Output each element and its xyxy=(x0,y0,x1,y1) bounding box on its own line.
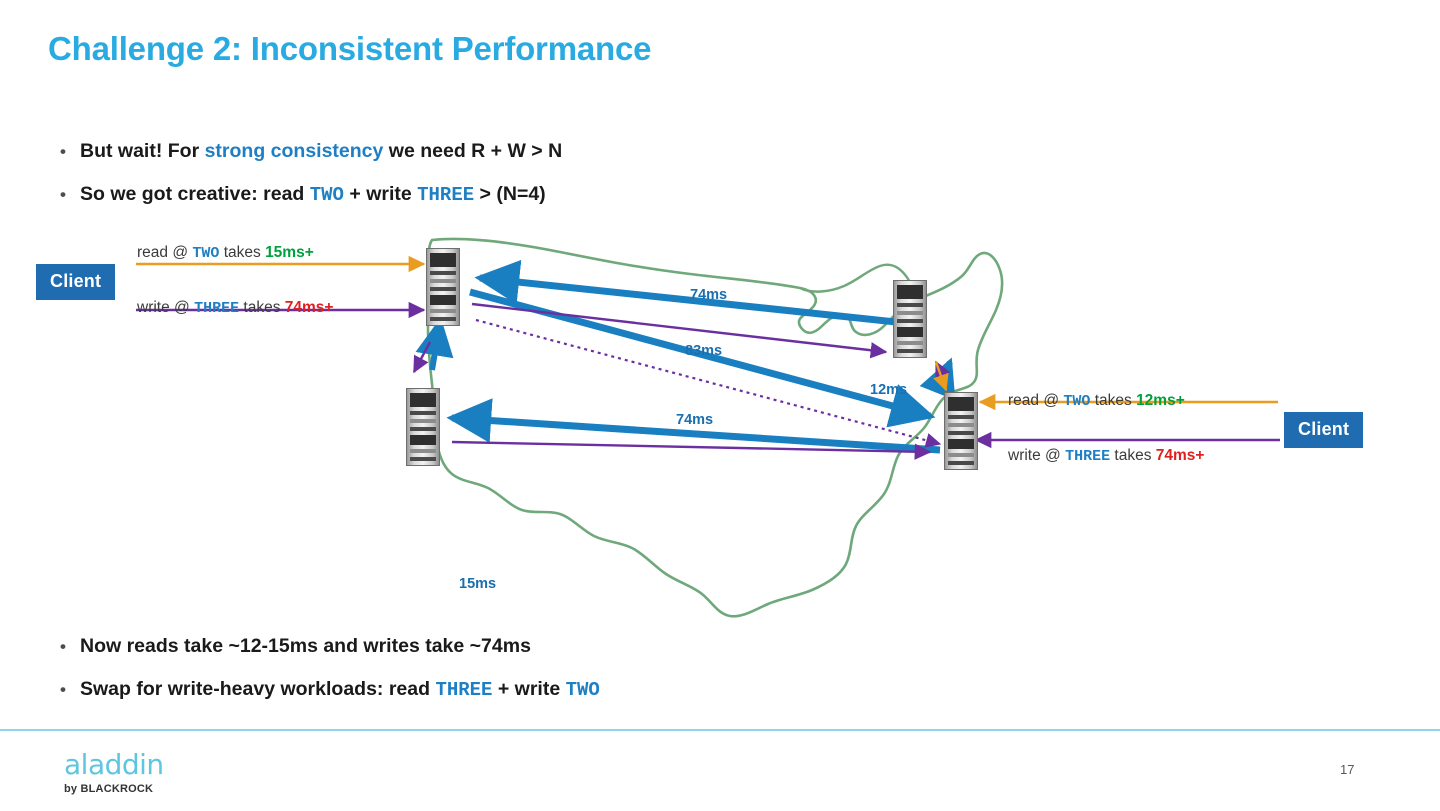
aladdin-logo xyxy=(64,748,164,795)
annotation-prefix: read @ xyxy=(137,244,193,261)
latency-label-nw-ne: 74ms xyxy=(690,287,728,303)
bullet-top-2 xyxy=(48,183,546,206)
latency-value: 12ms+ xyxy=(1136,392,1185,409)
annotation-middle: takes xyxy=(1110,447,1156,464)
bullet-text xyxy=(80,678,600,701)
bullet-marker: • xyxy=(60,637,66,656)
us-map-and-arrows xyxy=(0,222,1440,622)
network-latency-diagram xyxy=(0,222,1440,622)
server-rack-southeast xyxy=(944,392,978,470)
bullet-marker: • xyxy=(60,185,66,204)
annotation-middle: takes xyxy=(1090,392,1137,409)
consistency-level-two: TWO xyxy=(565,679,600,701)
client-box-right[interactable]: Client xyxy=(1284,412,1363,448)
bullet-bottom-1 xyxy=(48,635,531,658)
bullet-part-keyword: strong consistency xyxy=(204,140,384,162)
bullet-text: Now reads take ~12-15ms and writes take ~74ms xyxy=(80,635,531,657)
server-rack-northwest xyxy=(426,248,460,326)
logo-byline: by BLACKROCK xyxy=(64,783,154,795)
server-rack-northeast xyxy=(893,280,927,358)
latency-label-nw-sw: 15ms xyxy=(459,576,497,592)
bullet-bottom-2 xyxy=(48,678,600,701)
annotation-left-write xyxy=(137,299,333,317)
consistency-level: TWO xyxy=(1063,393,1091,410)
client-box-left[interactable]: Client xyxy=(36,264,115,300)
consistency-level: THREE xyxy=(194,300,240,317)
annotation-right-read xyxy=(1008,392,1185,410)
bullet-text xyxy=(80,140,562,163)
consistency-level: TWO xyxy=(192,245,220,262)
latency-label-sw-se: 74ms xyxy=(676,412,714,428)
bullet-part: we need R + W > N xyxy=(383,140,563,162)
annotation-prefix: write @ xyxy=(1008,447,1066,464)
bullet-part: But wait! For xyxy=(80,140,205,162)
bullet-part: + write xyxy=(492,678,566,700)
consistency-level-two: TWO xyxy=(309,184,344,206)
consistency-level-three: THREE xyxy=(417,184,475,206)
server-rack-southwest xyxy=(406,388,440,466)
bullet-part: + write xyxy=(343,183,418,205)
consistency-level-three: THREE xyxy=(435,679,493,701)
bullet-text xyxy=(80,183,546,206)
footer-divider xyxy=(0,729,1440,731)
annotation-middle: takes xyxy=(239,299,285,316)
annotation-left-read xyxy=(137,244,314,262)
bullet-part: > (N=4) xyxy=(474,183,546,205)
bullet-part: So we got creative: read xyxy=(80,183,310,205)
page-title: Challenge 2: Inconsistent Performance xyxy=(48,30,652,67)
latency-value: 15ms+ xyxy=(265,244,314,261)
bullet-marker: • xyxy=(60,142,66,161)
latency-value: 74ms+ xyxy=(1155,447,1205,464)
latency-label-nw-se: 83ms xyxy=(685,343,723,359)
bullet-part: Swap for write-heavy workloads: read xyxy=(80,678,436,700)
latency-label-ne-se: 12ms xyxy=(870,382,908,398)
bullet-marker: • xyxy=(60,680,66,699)
bullet-top-1 xyxy=(48,140,562,163)
consistency-level: THREE xyxy=(1065,448,1111,465)
logo-wordmark: aladdin xyxy=(64,748,164,781)
annotation-prefix: write @ xyxy=(137,299,195,316)
annotation-middle: takes xyxy=(219,244,266,261)
annotation-right-write xyxy=(1008,447,1204,465)
page-number: 17 xyxy=(1340,762,1355,777)
latency-value: 74ms+ xyxy=(284,299,334,316)
annotation-prefix: read @ xyxy=(1008,392,1064,409)
